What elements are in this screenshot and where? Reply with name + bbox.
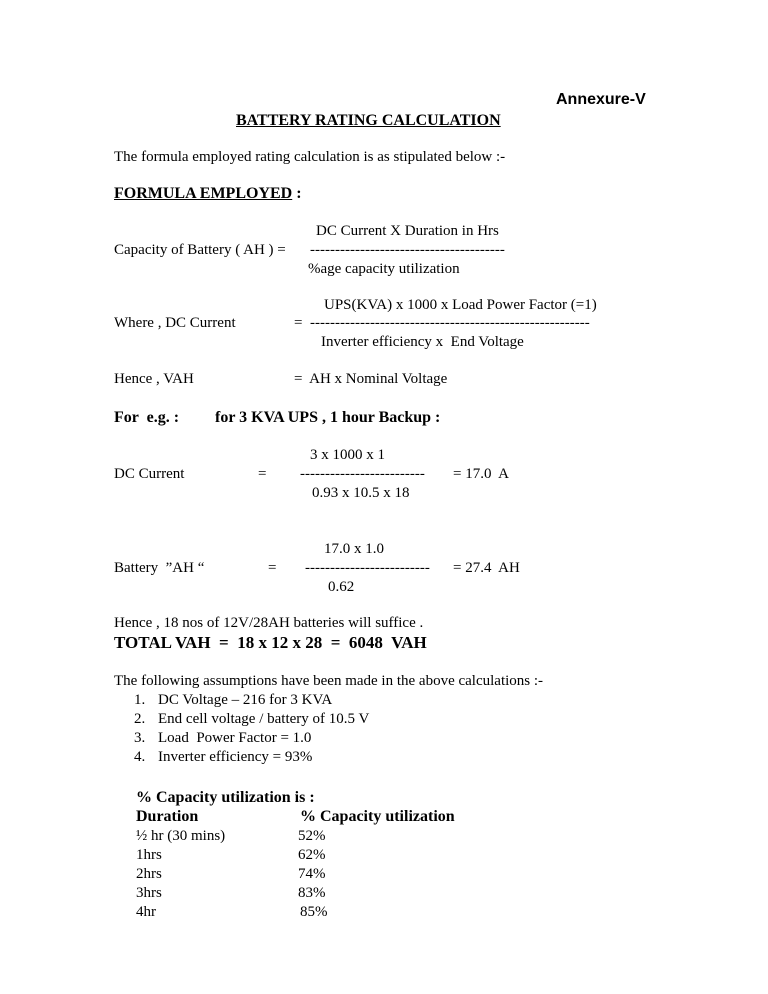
dc-formula-dashes: -------------------------------------------------------- <box>310 315 590 331</box>
assumptions-intro: The following assumptions have been made in the above calculations :- <box>114 673 544 689</box>
annexure-label: Annexure-V <box>556 91 646 108</box>
table-cell-utilization: 85% <box>300 904 328 920</box>
ah-example-denominator: 0.62 <box>328 579 355 595</box>
table-cell-duration: 1hrs <box>136 847 162 863</box>
assumption-number: 1. <box>134 692 146 708</box>
formula-heading <box>114 186 302 202</box>
dc-example-equals: = <box>258 466 267 482</box>
assumption-text: End cell voltage / battery of 10.5 V <box>158 711 370 727</box>
capacity-dashes: --------------------------------------- <box>310 242 505 258</box>
table-cell-duration: 3hrs <box>136 885 162 901</box>
vah-label: Hence , VAH <box>114 371 194 387</box>
table-cell-duration: 4hr <box>136 904 156 920</box>
table-cell-utilization: 83% <box>298 885 326 901</box>
ah-example-dashes: ------------------------- <box>305 560 430 576</box>
conclusion-text: Hence , 18 nos of 12V/28AH batteries will suffice . <box>114 615 424 631</box>
total-vah: TOTAL VAH = 18 x 12 x 28 = 6048 VAH <box>114 633 427 652</box>
page-title: BATTERY RATING CALCULATION <box>236 112 501 129</box>
dc-formula-label: Where , DC Current <box>114 315 236 331</box>
table-header-duration: Duration <box>136 808 199 825</box>
example-prefix: For e.g. : <box>114 409 180 426</box>
assumption-text: DC Voltage – 216 for 3 KVA <box>158 692 333 708</box>
dc-example-dashes: ------------------------- <box>300 466 425 482</box>
dc-example-result: = 17.0 A <box>453 466 509 482</box>
intro-text: The formula employed rating calculation is as stipulated below :- <box>114 149 506 165</box>
dc-formula-equals: = <box>294 315 303 331</box>
vah-expression: = AH x Nominal Voltage <box>294 371 448 387</box>
ah-example-numerator: 17.0 x 1.0 <box>324 541 384 557</box>
formula-heading-suffix: : <box>292 185 302 202</box>
dc-example-denominator: 0.93 x 10.5 x 18 <box>312 485 410 501</box>
ah-example-result: = 27.4 AH <box>453 560 520 576</box>
assumption-number: 3. <box>134 730 146 746</box>
assumption-text: Inverter efficiency = 93% <box>158 749 313 765</box>
capacity-denominator: %age capacity utilization <box>308 261 460 277</box>
table-cell-duration: 2hrs <box>136 866 162 882</box>
dc-formula-denominator: Inverter efficiency x End Voltage <box>321 334 524 350</box>
table-cell-utilization: 74% <box>298 866 326 882</box>
table-header-utilization: % Capacity utilization <box>300 808 455 825</box>
capacity-heading: % Capacity utilization is : <box>136 789 315 806</box>
capacity-label: Capacity of Battery ( AH ) = <box>114 242 286 258</box>
table-cell-utilization: 52% <box>298 828 326 844</box>
dc-formula-numerator: UPS(KVA) x 1000 x Load Power Factor (=1) <box>324 297 597 313</box>
dc-example-label: DC Current <box>114 466 185 482</box>
table-cell-duration: ½ hr (30 mins) <box>136 828 226 844</box>
dc-example-numerator: 3 x 1000 x 1 <box>310 447 385 463</box>
formula-heading-text: FORMULA EMPLOYED <box>114 185 293 202</box>
ah-example-label: Battery ”AH “ <box>114 560 205 576</box>
capacity-numerator: DC Current X Duration in Hrs <box>316 223 499 239</box>
assumption-text: Load Power Factor = 1.0 <box>158 730 312 746</box>
assumption-number: 4. <box>134 749 146 765</box>
ah-example-equals: = <box>268 560 277 576</box>
table-cell-utilization: 62% <box>298 847 326 863</box>
example-heading: for 3 KVA UPS , 1 hour Backup : <box>215 409 441 426</box>
assumption-number: 2. <box>134 711 146 727</box>
